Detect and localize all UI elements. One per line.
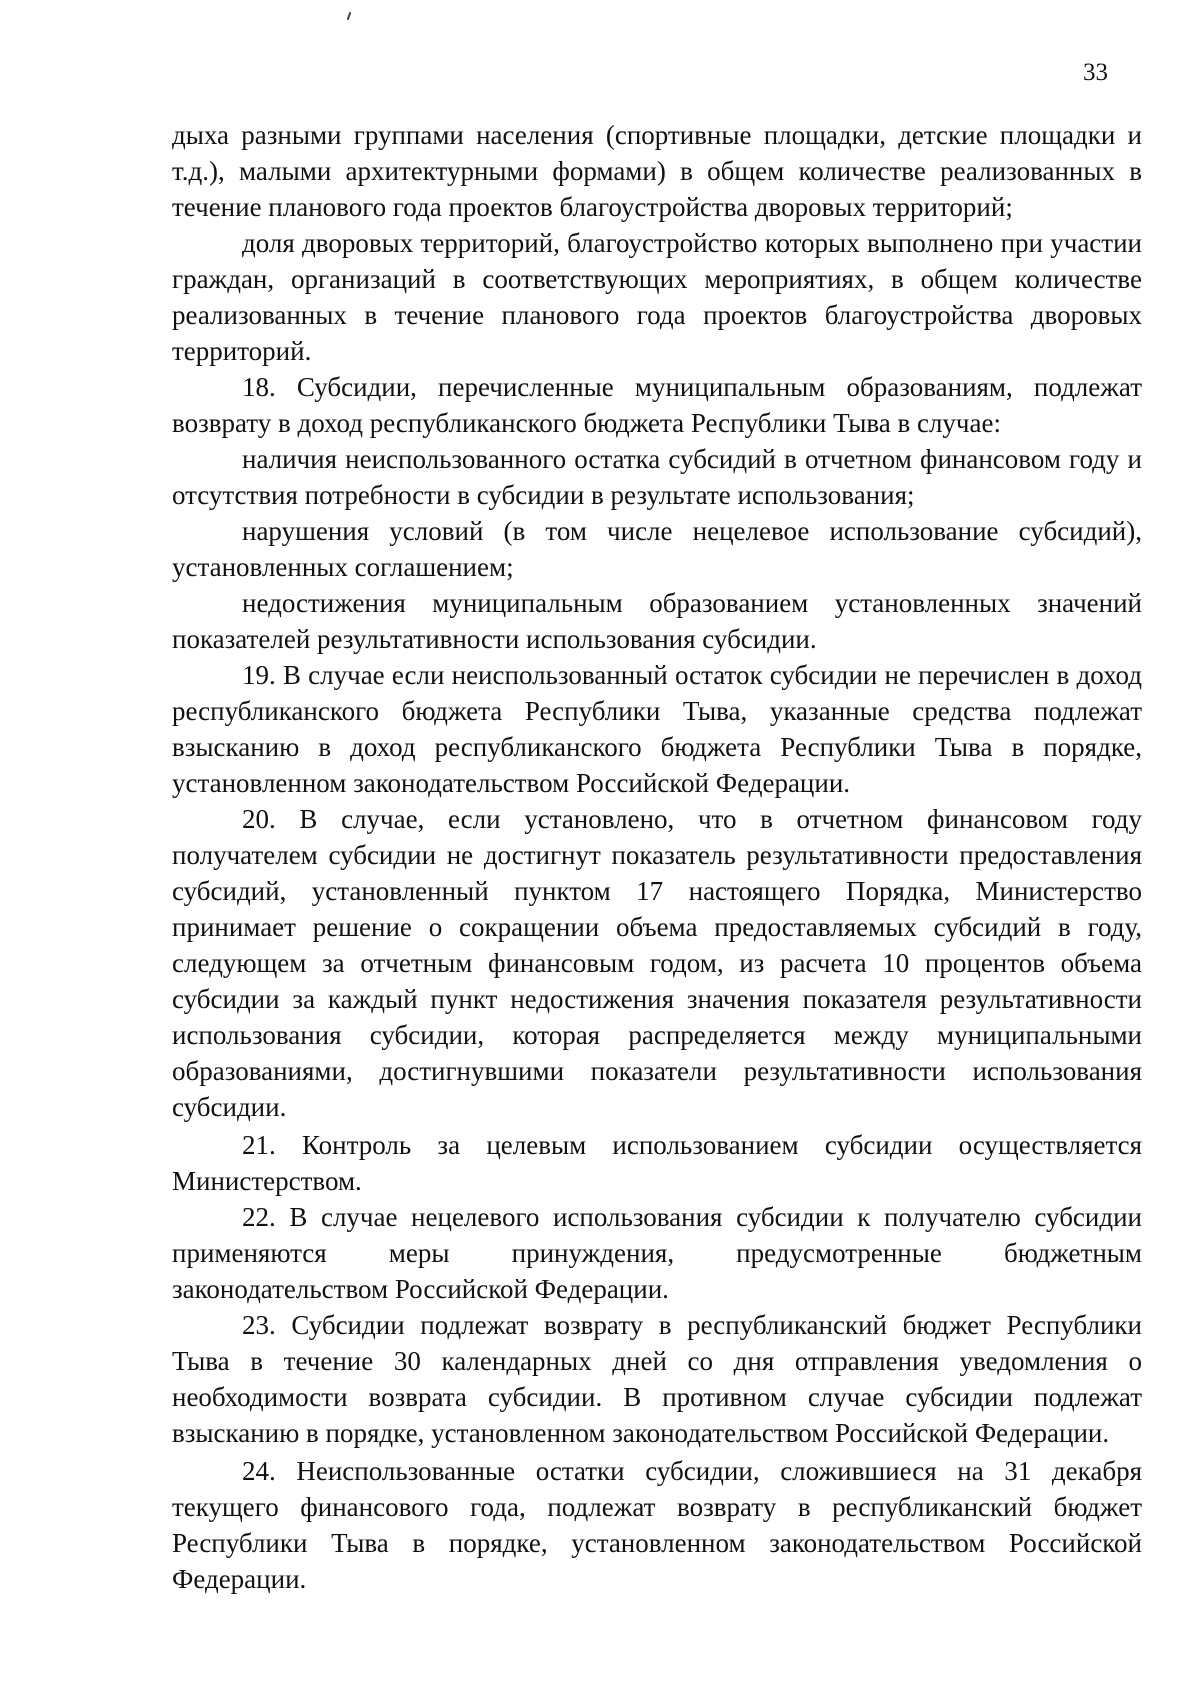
paragraph-item-23: 23. Субсидии подлежат возврату в республиканский бюджет Республики Тыва в течение 30 календарных дней со дня отправления уведомления о необходимости возврата субсидии. В противном случае субсидии подлежат взысканию в порядке, установленном законодательством Российской Федерации.: [172, 1310, 1142, 1448]
paragraph-item-18-nonachievement: недостижения муниципальным образованием установленных значений показателей результативности использования субсидии.: [172, 588, 1142, 654]
paragraph-item-22: 22. В случае нецелевого использования субсидии к получателю субсидии применяются меры принуждения, предусмотренные бюджетным законодательством Российской Федерации.: [172, 1202, 1142, 1304]
paragraph-item-18: 18. Субсидии, перечисленные муниципальным образованиям, подлежат возврату в доход республиканского бюджета Республики Тыва в случае:: [172, 372, 1142, 438]
paragraph-item-19: 19. В случае если неиспользованный остаток субсидии не перечислен в доход республиканского бюджета Республики Тыва, указанные средства подлежат взысканию в доход республиканского бюджета Республики Тыва в порядке, установленном законодательством Российской Федерации.: [172, 660, 1142, 798]
paragraph-item-18-violation: нарушения условий (в том числе нецелевое использование субсидий), установленных соглашением;: [172, 516, 1142, 582]
page-number: 33: [1083, 59, 1108, 86]
paragraph-item-24: 24. Неиспользованные остатки субсидии, сложившиеся на 31 декабря текущего финансового года, подлежат возврату в республиканский бюджет Республики Тыва в порядке, установленном законодательством Российской Федерации.: [172, 1456, 1142, 1594]
paragraph-item-21: 21. Контроль за целевым использованием субсидии осуществляется Министерством.: [172, 1130, 1142, 1196]
paragraph-item-20: 20. В случае, если установлено, что в отчетном финансовом году получателем субсидии не достигнут показатель результативности предоставления субсидий, установленный пунктом 17 настоящего Порядка, Министерство принимает решение о сокращении объема предоставляемых субсидий в году, следующем за отчетным финансовым годом, из расчета 10 процентов объема субсидии за каждый пункт недостижения значения показателя результативности использования субсидии, которая распределяется между муниципальными образованиями, достигнувшими показатели результативности использования субсидии.: [172, 804, 1142, 1122]
scan-artifact-mark: [347, 12, 352, 20]
paragraph-item-18-unused: наличия неиспользованного остатка субсидий в отчетном финансовом году и отсутствия потребности в субсидии в результате использования;: [172, 444, 1142, 510]
paragraph-continuation: дыха разными группами населения (спортивные площадки, детские площадки и т.д.), малыми архитектурными формами) в общем количестве реализованных в течение планового года проектов благоустройства дворовых территорий;: [172, 120, 1142, 222]
paragraph-share-participation: доля дворовых территорий, благоустройство которых выполнено при участии граждан, организаций в соответствующих мероприятиях, в общем количестве реализованных в течение планового года проектов благоустройства дворовых территорий.: [172, 228, 1142, 366]
document-body: [172, 117, 1142, 1597]
